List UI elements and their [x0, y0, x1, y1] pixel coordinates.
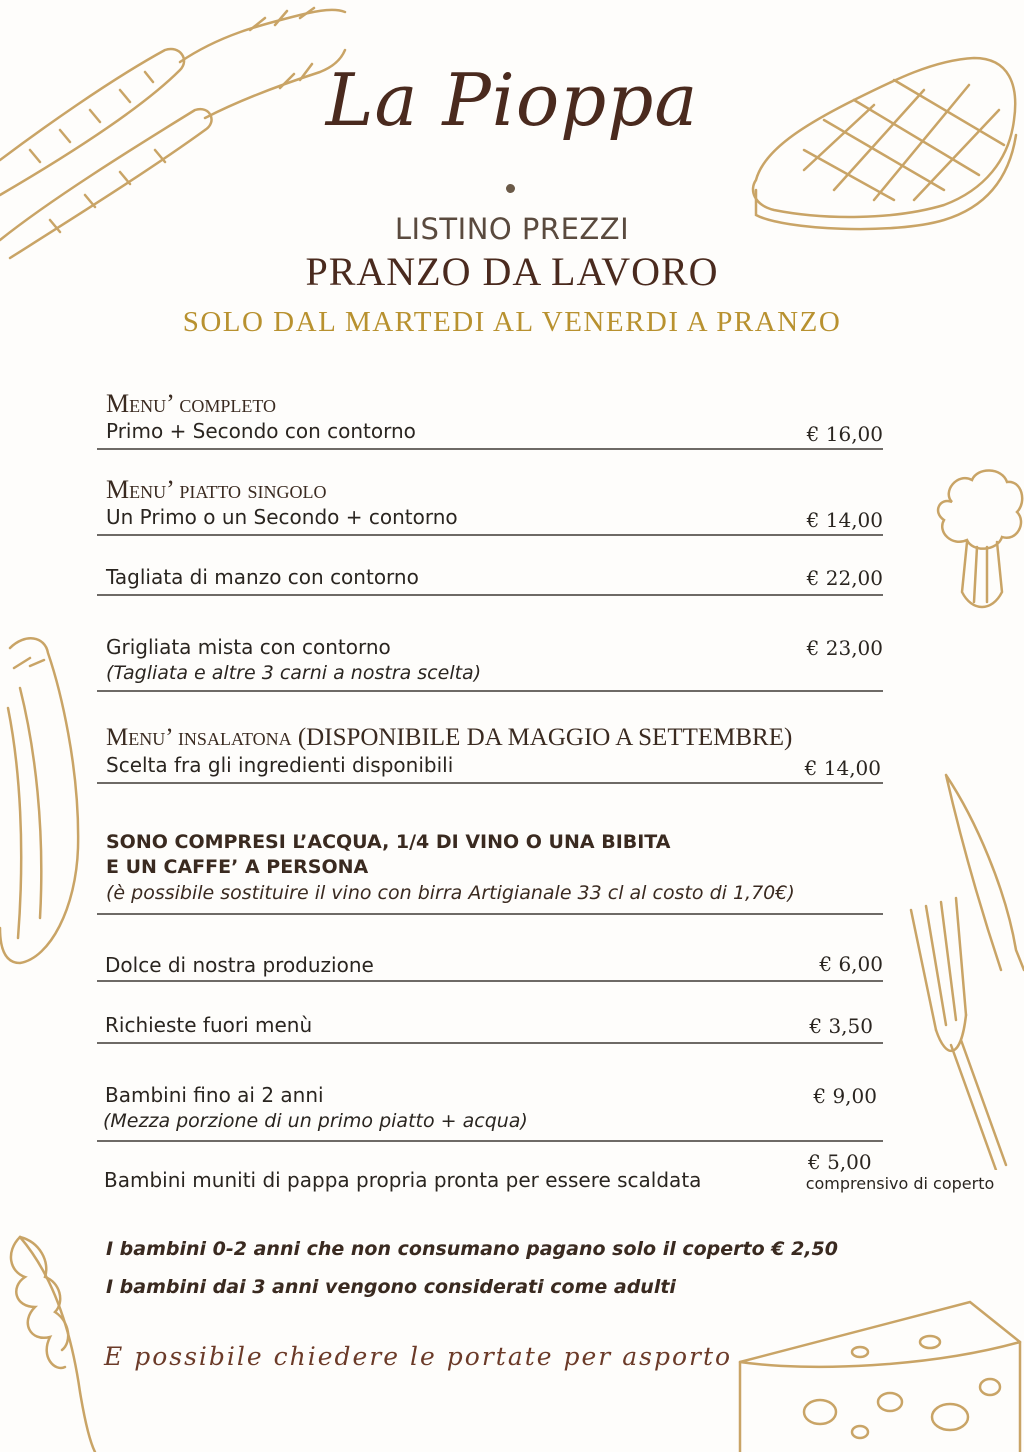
baby-food-desc: Bambini muniti di pappa propria pronta per essere scaldata	[104, 1168, 702, 1192]
baby-food-price: € 5,00	[808, 1150, 872, 1174]
kids-note-line-1: I bambini 0-2 anni che non consumano pagano solo il coperto € 2,50	[106, 1238, 838, 1260]
menu-item-price: € 16,00	[806, 422, 883, 446]
broccoli-sketch-icon	[932, 462, 1024, 622]
extra-note: (Mezza porzione di un primo piatto + acqua)	[103, 1110, 528, 1132]
days-banner: SOLO DAL MARTEDI AL VENERDI A PRANZO	[182, 306, 842, 338]
menu-item-desc: Primo + Secondo con contorno	[106, 419, 416, 443]
extra-dolce	[97, 952, 883, 982]
menu-item-piatto-singolo	[97, 476, 883, 536]
menu-item-price: € 14,00	[804, 756, 881, 780]
menu-item-desc: Grigliata mista con contorno	[106, 635, 391, 659]
included-rule	[97, 912, 883, 915]
menu-item-title: Menu’ piatto singolo	[106, 475, 327, 504]
price-list-subtitle: LISTINO PREZZI	[394, 212, 630, 246]
extra-desc: Dolce di nostra produzione	[105, 953, 374, 977]
kids-note-line-2: I bambini dai 3 anni vengono considerati come adulti	[106, 1276, 676, 1298]
menu-item-price: € 14,00	[806, 508, 883, 532]
included-note: (è possibile sostituire il vino con birra Artigianale 33 cl al costo di 1,70€)	[106, 882, 795, 904]
menu-item-completo	[97, 390, 883, 450]
menu-item-price: € 22,00	[806, 566, 883, 590]
menu-item-insalatona	[97, 724, 883, 784]
takeaway-note: E possibile chiedere le portate per asporto	[104, 1342, 733, 1371]
menu-item-title: Menu’ insalatona (DISPONIBILE DA MAGGIO A SETTEMBRE)	[106, 724, 793, 751]
page-title: PRANZO DA LAVORO	[305, 249, 719, 294]
menu-item-price: € 23,00	[806, 636, 883, 660]
menu-item-desc: Scelta fra gli ingredienti disponibili	[106, 753, 454, 777]
separator-dot	[506, 184, 515, 193]
menu-item-desc: Un Primo o un Secondo + contorno	[106, 505, 458, 529]
menu-item-tagliata	[97, 564, 883, 596]
included-line-1: SONO COMPRESI L’ACQUA, 1/4 DI VINO O UNA BIBITA	[106, 831, 671, 853]
extra-bambini	[97, 1082, 883, 1142]
menu-item-note: (Tagliata e altre 3 carni a nostra scelta)	[106, 662, 482, 684]
arugula-sketch-icon	[0, 1232, 110, 1452]
extra-desc: Bambini fino ai 2 anni	[105, 1083, 324, 1107]
zucchini-sketch-icon	[0, 628, 100, 968]
included-notice	[106, 830, 795, 906]
extra-price: € 3,50	[809, 1014, 873, 1038]
extra-price: € 9,00	[813, 1084, 877, 1108]
baby-food-price-note: comprensivo di coperto	[805, 1174, 995, 1193]
menu-item-desc: Tagliata di manzo con contorno	[106, 565, 419, 589]
extra-price: € 6,00	[819, 952, 883, 976]
menu-item-title: Menu’ completo	[106, 389, 277, 418]
restaurant-logo: La Pioppa	[325, 58, 699, 142]
extra-fuori-menu	[97, 1012, 883, 1044]
knife-fork-sketch-icon	[906, 770, 1024, 1170]
included-line-2: E UN CAFFE’ A PERSONA	[106, 856, 369, 878]
menu-item-grigliata	[97, 634, 883, 692]
extra-desc: Richieste fuori menù	[105, 1013, 313, 1037]
cheese-sketch-icon	[730, 1262, 1024, 1452]
